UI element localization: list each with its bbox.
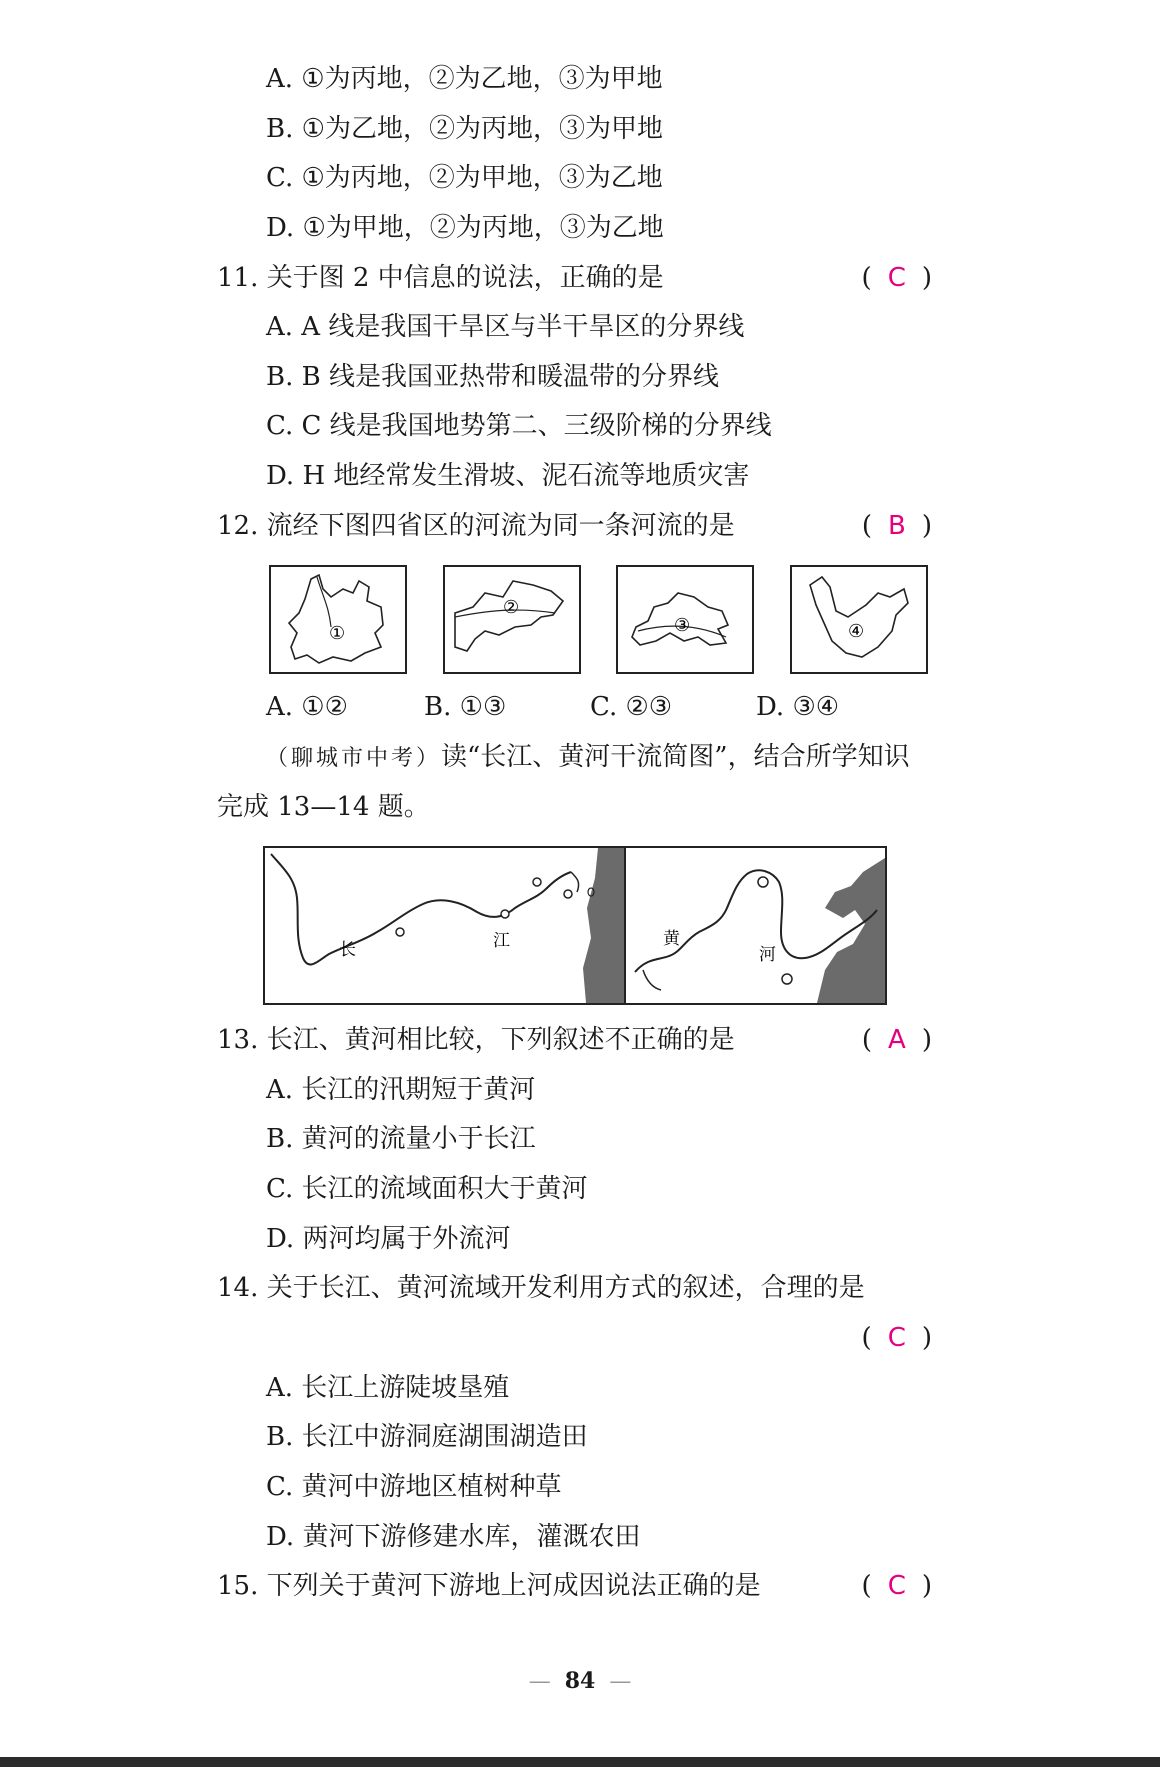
q13-answer: ( A ) <box>861 1025 932 1055</box>
yellow-river-label-1: 黄 <box>663 929 680 949</box>
intro-line-1-text: 读“长江、黄河干流简图”，结合所学知识 <box>441 742 910 772</box>
city-marker <box>501 910 509 918</box>
q10-option-b: B. ①为乙地，②为丙地，③为甲地 <box>266 114 663 144</box>
q11-stem: 11. 关于图 2 中信息的说法，正确的是 <box>217 263 664 293</box>
q12-stem: 12. 流经下图四省区的河流为同一条河流的是 <box>217 511 735 541</box>
q15-answer: ( C ) <box>861 1571 932 1601</box>
footer-dash-left: — <box>528 1669 551 1694</box>
province-outline-4 <box>792 567 926 672</box>
east-sea-left <box>583 848 625 1003</box>
q10-option-d: D. ①为甲地，②为丙地，③为乙地 <box>266 213 664 243</box>
city-marker <box>564 890 572 898</box>
q14-option-a: A. 长江上游陡坡垦殖 <box>266 1373 510 1403</box>
province-outline-1 <box>271 567 405 672</box>
q10-option-c: C. ①为丙地，②为甲地，③为乙地 <box>266 163 663 193</box>
page-footer <box>0 1668 1160 1694</box>
province-outline-2 <box>445 567 579 672</box>
intro-line-2: 完成 13—14 题。 <box>217 792 430 822</box>
province-map-1 <box>269 565 407 674</box>
q11-option-c: C. C 线是我国地势第二、三级阶梯的分界线 <box>266 411 772 441</box>
yellow-river-label-2: 河 <box>759 945 776 965</box>
q11-option-d: D. H 地经常发生滑坡、泥石流等地质灾害 <box>266 461 750 491</box>
city-marker <box>396 928 404 936</box>
city-marker <box>758 877 768 887</box>
q13-option-a: A. 长江的汛期短于黄河 <box>266 1075 536 1105</box>
q12-option-d: D. ③④ <box>756 692 840 722</box>
yangtze-label-1: 长 <box>339 940 356 960</box>
q13-option-c: C. 长江的流域面积大于黄河 <box>266 1174 588 1204</box>
q14-stem: 14. 关于长江、黄河流域开发利用方式的叙述，合理的是 <box>217 1273 865 1303</box>
city-marker <box>533 878 541 886</box>
river-map-drawing <box>265 848 885 1003</box>
province-label-4: ④ <box>848 621 865 642</box>
q14-option-c: C. 黄河中游地区植树种草 <box>266 1472 562 1502</box>
q11-answer-letter: C <box>887 263 906 293</box>
province-label-1: ① <box>329 623 346 644</box>
q12-answer: ( B ) <box>861 511 932 541</box>
yangtze-label-2: 江 <box>493 931 510 951</box>
province-outline-3 <box>618 567 752 672</box>
q12-option-a: A. ①② <box>266 692 348 722</box>
page-number: 84 <box>564 1668 596 1694</box>
q15-answer-letter: C <box>887 1571 906 1601</box>
bottom-bar <box>0 1757 1160 1767</box>
q14-option-b: B. 长江中游洞庭湖围湖造田 <box>266 1422 588 1452</box>
q12-option-b: B. ①③ <box>424 692 507 722</box>
q13-stem: 13. 长江、黄河相比较，下列叙述不正确的是 <box>217 1025 735 1055</box>
q11-option-b: B. B 线是我国亚热带和暖温带的分界线 <box>266 362 720 392</box>
province-map-3 <box>616 565 754 674</box>
q11-option-a: A. A 线是我国干旱区与半干旱区的分界线 <box>266 312 745 342</box>
footer-dash-right: — <box>609 1669 632 1694</box>
province-label-3: ③ <box>674 615 691 636</box>
q14-answer: ( C ) <box>861 1323 932 1353</box>
q12-option-c: C. ②③ <box>590 692 673 722</box>
province-map-2 <box>443 565 581 674</box>
province-map-4 <box>790 565 928 674</box>
q15-stem: 15. 下列关于黄河下游地上河成因说法正确的是 <box>217 1571 761 1601</box>
q13-option-b: B. 黄河的流量小于长江 <box>266 1124 536 1154</box>
q13-option-d: D. 两河均属于外流河 <box>266 1224 511 1254</box>
intro-source: （聊城市中考） <box>266 746 442 771</box>
q11-answer: ( C ) <box>861 263 932 293</box>
river-map <box>263 846 887 1005</box>
q12-answer-letter: B <box>888 511 906 541</box>
q10-option-a: A. ①为丙地，②为乙地，③为甲地 <box>266 64 663 94</box>
intro-line-1 <box>266 740 910 776</box>
province-label-2: ② <box>503 597 520 618</box>
q14-option-d: D. 黄河下游修建水库，灌溉农田 <box>266 1522 641 1552</box>
city-marker <box>782 974 792 984</box>
q13-answer-letter: A <box>888 1025 906 1055</box>
q14-answer-letter: C <box>887 1323 906 1353</box>
